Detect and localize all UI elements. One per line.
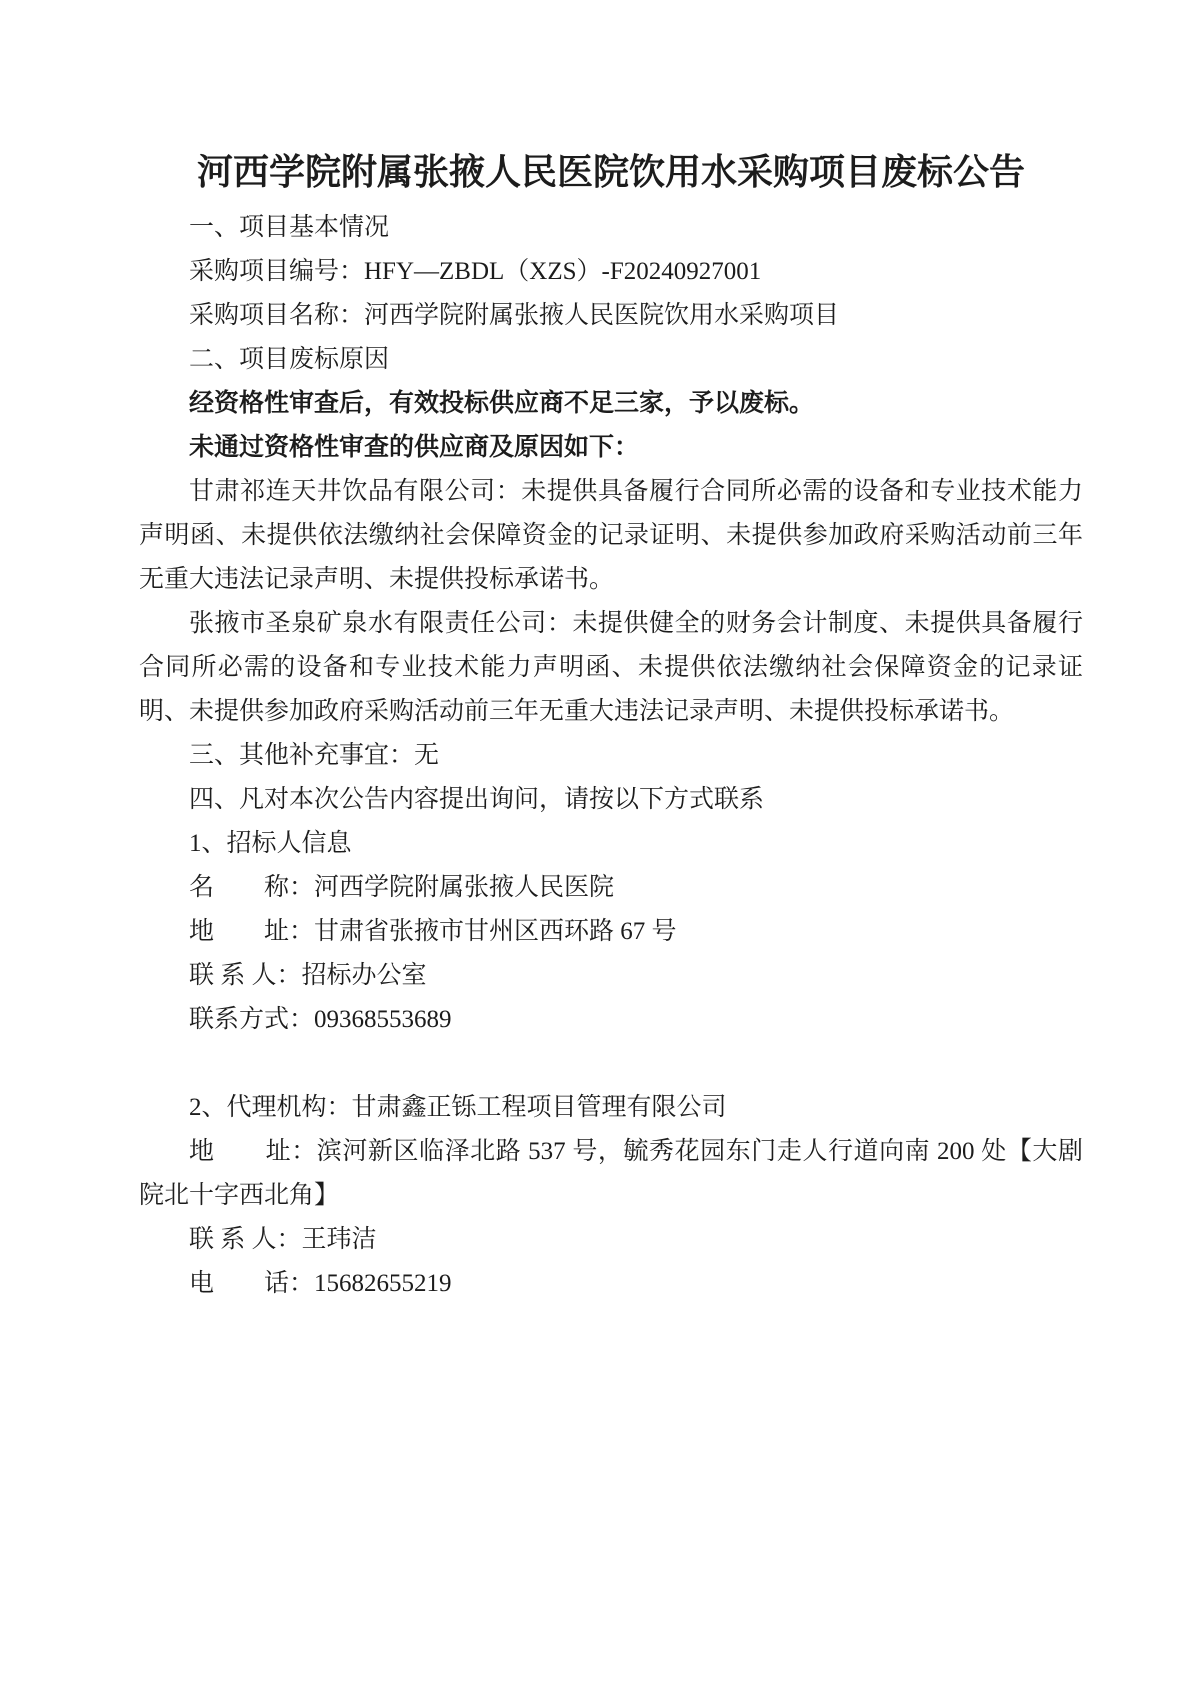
- section-1-heading: 一、项目基本情况: [189, 214, 390, 241]
- tenderer-info-heading: 1、招标人信息: [189, 830, 352, 857]
- tenderer-address-line: 地 址：甘肃省张掖市甘州区西环路 67 号: [189, 918, 677, 945]
- rejection-reason-line: 经资格性审查后，有效投标供应商不足三家，予以废标。: [189, 390, 815, 417]
- section-3-heading: 三、其他补充事宜：无: [189, 742, 440, 769]
- tenderer-contact-person-line: 联 系 人：招标办公室: [189, 962, 427, 989]
- document-content: [139, 150, 1083, 1306]
- page-title: 河西学院附属张掖人民医院饮用水采购项目废标公告: [196, 152, 1025, 192]
- supplier-1-paragraph: 甘肃祁连天井饮品有限公司：未提供具备履行合同所必需的设备和专业技术能力声明函、未提供依法缴纳社会保障资金的记录证明、未提供参加政府采购活动前三年无重大违法记录声明、未提供投标承诺书。: [139, 478, 1083, 593]
- section-4-heading: 四、凡对本次公告内容提出询问，请按以下方式联系: [189, 786, 765, 813]
- failed-suppliers-intro-line: 未通过资格性审查的供应商及原因如下：: [189, 434, 640, 461]
- project-name-line: 采购项目名称：河西学院附属张掖人民医院饮用水采购项目: [189, 302, 840, 329]
- section-2-heading: 二、项目废标原因: [189, 346, 390, 373]
- tenderer-name-line: 名 称：河西学院附属张掖人民医院: [189, 874, 615, 901]
- agency-phone-line: 电 话：15682655219: [189, 1270, 452, 1297]
- blank-line-spacer: [139, 1042, 1083, 1086]
- supplier-2-paragraph: 张掖市圣泉矿泉水有限责任公司：未提供健全的财务会计制度、未提供具备履行合同所必需的设备和专业技术能力声明函、未提供依法缴纳社会保障资金的记录证明、未提供参加政府采购活动前三年无重大违法记录声明、未提供投标承诺书。: [139, 610, 1083, 725]
- agency-contact-person-line: 联 系 人：王玮洁: [189, 1226, 377, 1253]
- project-number-line: 采购项目编号：HFY—ZBDL（XZS）-F20240927001: [189, 258, 762, 285]
- agency-heading-line: 2、代理机构：甘肃鑫正铄工程项目管理有限公司: [189, 1094, 727, 1121]
- tenderer-contact-number-line: 联系方式：09368553689: [189, 1006, 452, 1033]
- agency-address-paragraph: 地 址：滨河新区临泽北路 537 号，毓秀花园东门走人行道向南 200 处【大剧院北十字西北角】: [139, 1138, 1083, 1209]
